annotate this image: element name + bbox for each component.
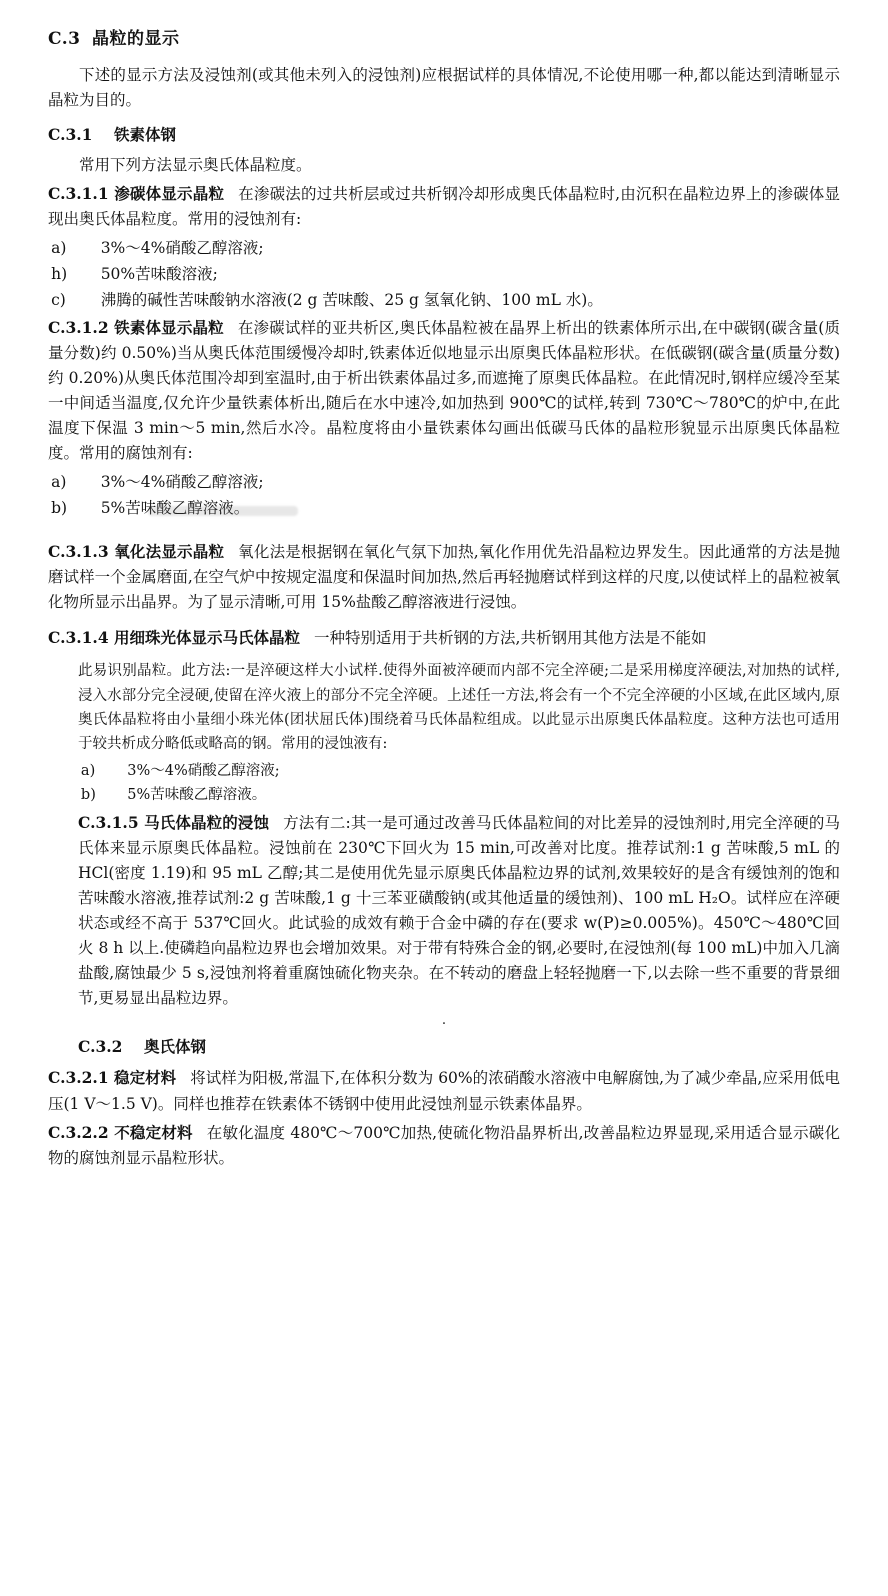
- section-c311-list: [48, 236, 840, 313]
- section-c314-lead: [48, 628, 314, 647]
- section-c311: [48, 181, 840, 232]
- list-item-mark: h): [51, 264, 68, 283]
- list-item-text: 3%～4%硝酸乙醇溶液;: [100, 472, 264, 491]
- section-title-c314: 用细珠光体显示马氏体晶粒: [114, 628, 301, 648]
- section-c312-body: 在渗碳试样的亚共析区,奥氏体晶粒被在晶界上析出的铁素体所示出,在中碳钢(碳含量(质量分数)约 0.50%)当从奥氏体范围缓慢冷却时,铁素体近似地显示出原奥氏体晶粒形状。在低碳钢(碳含量(质量分数)约 0.20%)从奥氏体范围冷却到室温时,由于析出铁素体晶过多,而遮掩了原奥氏体晶粒。在此情况时,钢样应缓冷至某一中间适当温度,仅允许少量铁素体析出,随后在水中速冷,如加热到 900℃的试样,转到 730℃～780℃的炉中,在此温度下保温 3 min～5 min,然后水冷。晶粒度将由小量铁素体勾画出低碳马氏体的晶粒形貌显示出原奥氏体晶粒度。常用的腐蚀剂有:: [48, 318, 840, 463]
- section-c313-lead: [48, 542, 238, 561]
- list-item: [48, 236, 840, 261]
- list-item-mark: c): [51, 290, 66, 309]
- section-c321-body: 将试样为阳极,常温下,在体积分数为 60%的浓硝酸水溶液中电解腐蚀,为了减少牵晶,应采用低电压(1 V～1.5 V)。同样也推荐在铁素体不锈钢中使用此浸蚀剂显示铁素体晶界。: [48, 1069, 840, 1113]
- section-c314: [48, 625, 840, 651]
- section-title-c32: 奥氏体钢: [144, 1037, 207, 1057]
- list-item-mark: a): [51, 472, 67, 491]
- section-c314-list: [78, 760, 840, 808]
- section-number-c321: C.3.2.1: [48, 1068, 109, 1088]
- section-number-c3: C.3: [48, 29, 81, 49]
- section-c315-lead: [78, 813, 283, 832]
- section-number-c313: C.3.1.3: [48, 541, 109, 561]
- list-item-text: 50%苦味酸溶液;: [100, 264, 218, 283]
- section-heading-c31: [48, 123, 840, 145]
- section-number-c315: C.3.1.5: [78, 812, 139, 832]
- section-title-c315: 马氏体晶粒的浸蚀: [144, 812, 270, 832]
- section-c314-body: 一种特别适用于共析钢的方法,共析钢用其他方法是不能如: [314, 629, 707, 648]
- section-title-c321: 稳定材料: [114, 1068, 177, 1088]
- section-c321-lead: [48, 1068, 190, 1087]
- section-heading-c32: [78, 1035, 840, 1057]
- list-item: [48, 470, 840, 495]
- list-item-mark: b): [51, 498, 68, 517]
- section-c3-intro: 下述的显示方法及浸蚀剂(或其他未列入的浸蚀剂)应根据试样的具体情况,不论使用哪一种,都以能达到清晰显示晶粒为目的。: [48, 66, 840, 110]
- section-c311-body: 在渗碳法的过共析层或过共析钢冷却形成奥氏体晶粒时,由沉积在晶粒边界上的渗碳体显现出奥氏体晶粒度。常用的浸蚀剂有:: [48, 185, 840, 229]
- section-title-c311: 渗碳体显示晶粒: [114, 184, 225, 204]
- section-title-c3: 晶粒的显示: [92, 29, 180, 49]
- section-c312-lead: [48, 318, 238, 337]
- section-number-c322: C.3.2.2: [48, 1122, 109, 1142]
- section-c322-body: 在敏化温度 480℃～700℃加热,使硫化物沿晶界析出,改善晶粒边界显现,采用适合显示碳化物的腐蚀剂显示晶粒形状。: [48, 1123, 840, 1167]
- section-c321: [48, 1065, 840, 1116]
- list-item-text: 5%苦味酸乙醇溶液。: [100, 498, 250, 517]
- section-number-c314: C.3.1.4: [48, 628, 109, 648]
- section-title-c322: 不稳定材料: [114, 1122, 193, 1142]
- list-item: [48, 262, 840, 287]
- section-c315: [78, 810, 840, 1012]
- section-c314-sub-body: 此易识别晶粒。此方法:一是淬硬这样大小试样.使得外面被淬硬而内部不完全淬硬;二是采用梯度淬硬法,对加热的试样,浸入水部分完全浸硬,使留在淬火液上的部分不完全淬硬。上述任一方法,将会有一个不完全淬硬的小区域,在此区域内,原奥氏体晶粒将由小量细小珠光体(团状屈氏体)围绕着马氏体晶粒组成。以此显示出原奥氏体晶粒度。这种方法也可适用于较共析成分略低或略高的钢。常用的浸蚀液有:: [78, 663, 840, 753]
- list-item: [78, 784, 840, 807]
- section-number-c312: C.3.1.2: [48, 317, 109, 337]
- section-c315-body: 方法有二:其一是可通过改善马氏体晶粒间的对比差异的浸蚀剂时,用完全淬硬的马氏体来显示原奥氏体晶粒。浸蚀前在 230℃下回火为 15 min,可改善对比度。推荐试剂:1 g 苦味酸,5 mL 的 HCl(密度 1.19)和 95 mL 乙醇;其二是使用优先显示原奥氏体晶粒边界的试剂,效果较好的是含有缓蚀剂的饱和苦味酸水溶液,推荐试剂:2 g 苦味酸,1 g 十三苯亚磺酸钠(或其他适量的缓蚀剂)、100 mL H₂O。试样应在淬硬状态或经不高于 537℃回火。此试验的成效有赖于合金中磷的存在(要求 w(P)≥0.005%)。450℃～480℃回火 8 h 以上.使磷趋向晶粒边界也会增加效果。对于带有特殊合金的钢,必要时,在浸蚀剂(每 100 mL)中加入几滴盐酸,腐蚀最少 5 s,浸蚀剂将着重腐蚀硫化物夹杂。在不转动的磨盘上轻轻抛磨一下,以去除一些不重要的背景细节,更易显出晶粒边界。: [78, 813, 840, 1008]
- section-title-c312: 铁素体显示晶粒: [114, 317, 224, 337]
- section-c31-intro: 常用下列方法显示奥氏体晶粒度。: [79, 156, 312, 175]
- section-number-c31: C.3.1: [48, 125, 93, 145]
- list-item-text: 3%～4%硝酸乙醇溶液;: [127, 762, 280, 779]
- section-number-c311: C.3.1.1: [48, 184, 109, 204]
- list-item-mark: a): [80, 762, 96, 779]
- list-item-text: 3%～4%硝酸乙醇溶液;: [100, 238, 264, 257]
- section-title-c31: 铁素体钢: [114, 125, 177, 145]
- list-item-mark: a): [51, 238, 67, 257]
- list-item-text: 沸腾的碱性苦味酸钠水溶液(2 g 苦味酸、25 g 氢氧化钠、100 mL 水)。: [100, 290, 603, 309]
- section-c322: [48, 1120, 840, 1171]
- section-c313: [48, 539, 840, 615]
- list-item: [48, 288, 840, 313]
- scan-smudge-artifact: [148, 506, 298, 516]
- section-c312: [48, 315, 840, 467]
- section-number-c32: C.3.2: [78, 1037, 123, 1057]
- section-c311-lead: [48, 184, 238, 203]
- section-title-c313: 氧化法显示晶粒: [114, 541, 225, 561]
- list-item-mark: b): [80, 787, 96, 804]
- list-item: [78, 760, 840, 783]
- section-heading-c3: [48, 24, 840, 49]
- section-c314-subblock: [78, 659, 840, 1011]
- section-c322-lead: [48, 1123, 207, 1142]
- list-item-text: 5%苦味酸乙醇溶液。: [127, 787, 267, 804]
- section-c313-body: 氧化法是根据钢在氧化气氛下加热,氧化作用优先沿晶粒边界发生。因此通常的方法是抛磨试样一个金属磨面,在空气炉中按规定温度和保温时间加热,然后再轻抛磨试样到这样的尺度,以使试样上的晶粒被氧化物所显示出晶界。为了显示清晰,可用 15%盐酸乙醇溶液进行浸蚀。: [48, 542, 840, 611]
- page-center-dot: .: [441, 1012, 447, 1029]
